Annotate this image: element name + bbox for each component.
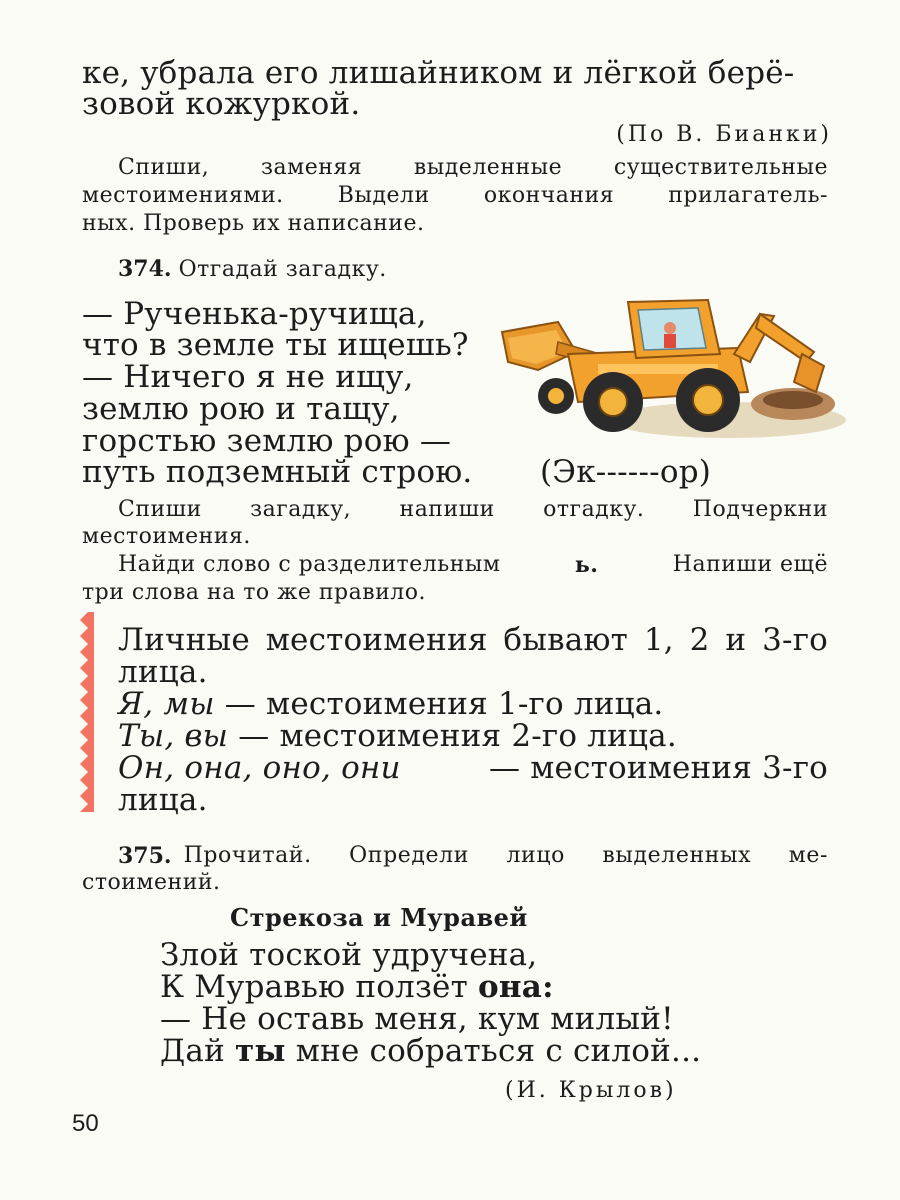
rule-pronouns: Он, она, оно, они [118,750,401,786]
rule-marker [74,612,94,812]
rule-text-part: — местоимения 1-го лица. [224,686,664,722]
task-text-part: Найди слово с разделительным [118,552,501,577]
text-line: зовой кожуркой. [82,86,361,122]
exercise-instruction: Прочитай. Определи лицо выделенных ме- [183,843,828,868]
riddle-answer: (Эк------ор) [540,454,712,490]
riddle-line: землю рою и тащу, [82,391,400,427]
poem-line [160,969,554,1005]
attribution: (И. Крылов) [505,1078,677,1103]
task-text [118,552,828,578]
task-text-part: Напиши ещё [672,552,828,577]
exercise-number: 374. [118,256,172,282]
rule-pronouns: Ты, вы [118,718,229,754]
task-text: Спиши, заменяя выделенные существительные [118,155,828,180]
page-number: 50 [72,1110,99,1137]
task-text: местоимения. [82,524,251,549]
task-text: Спиши загадку, напиши отгадку. Подчеркни [118,497,828,522]
highlighted-pronoun: ты [235,1033,286,1069]
exercise-header [118,843,828,869]
task-text: ных. Проверь их написание. [82,211,425,236]
riddle-line: — Ничего я не ищу, [82,359,414,395]
poem-text: К Муравью ползёт [160,969,468,1005]
rule-text-part: — местоимения 3-го [488,750,828,786]
poem-line [160,1033,701,1069]
exercise-instruction: Отгадай загадку. [178,257,387,282]
poem-text: Дай [160,1033,225,1069]
soft-sign: ь. [574,552,599,578]
rule-text-part: — местоимения 2-го лица. [238,718,677,754]
poem-line: Злой тоской удручена, [160,937,538,973]
riddle-line: — Рученька-ручища, [82,296,427,332]
text: ке, убрала его лишайником и лёгкой берё- [82,55,795,91]
rule-text [118,718,677,754]
exercise-number: 375. [118,843,172,869]
rule-text: лица. [118,782,208,818]
exercise-header [118,256,387,282]
poem-text: мне собраться с силой... [295,1033,702,1069]
rule-text [118,750,828,786]
exercise-instruction: стоимений. [82,870,221,895]
rule-text: лица. [118,654,208,690]
poem-line: — Не оставь меня, кум милый! [160,1001,674,1037]
rule-text: Личные местоимения бывают 1, 2 и 3-го [118,622,828,658]
attribution: (По В. Бианки) [616,122,832,147]
rule-pronouns: Я, мы [118,686,215,722]
excavator-illustration [498,292,848,452]
rule-text [118,686,664,722]
task-text: три слова на то же правило. [82,580,427,605]
riddle-line: что в земле ты ищешь? [82,327,469,363]
poem-title: Стрекоза и Муравей [230,903,528,932]
highlighted-pronoun: она: [478,969,554,1005]
task-text: местоимениями. Выдели окончания прилагатель- [82,183,828,208]
riddle-line: горстью землю рою — [82,423,452,459]
riddle-line: путь подземный строю. [82,454,473,490]
